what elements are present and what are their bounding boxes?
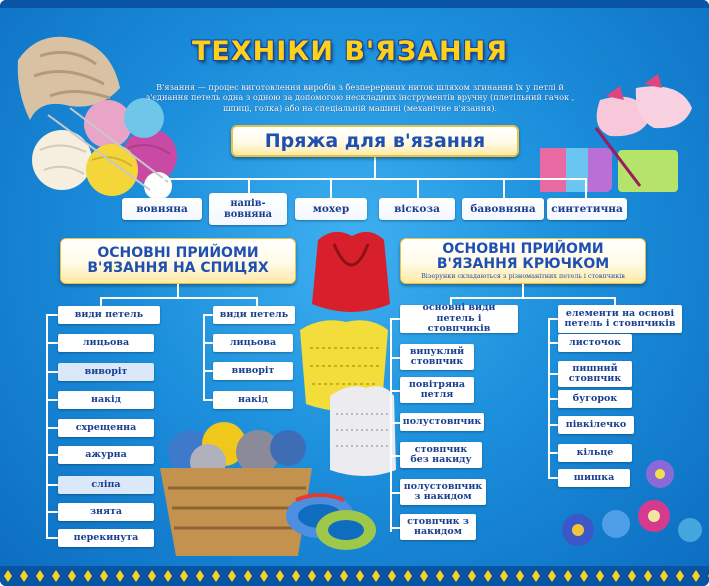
crochet-right-item	[558, 444, 632, 462]
crochet-left-item-label: полустовпчик з накидом	[403, 480, 483, 502]
crochet-left-item	[400, 377, 474, 403]
needle-left-item	[58, 476, 154, 494]
crochet-left-item	[400, 413, 484, 431]
connector	[390, 318, 392, 532]
needle-left-item-label: схрещенна	[75, 421, 137, 433]
crochet-right-item	[558, 361, 632, 387]
crochet-left-title-label: основні види петель і стовпчиків	[422, 302, 496, 335]
yarn-type-label: синтетична	[551, 202, 623, 215]
crochet-left-item-label: стовпчик без накиду	[410, 443, 472, 465]
needle-left-item	[58, 446, 154, 464]
needle-right-title-label: види петель	[219, 308, 289, 320]
needle-right-item	[213, 362, 293, 380]
crochet-header-line1: ОСНОВНІ ПРИЙОМИ	[442, 240, 604, 257]
ornament-icon	[0, 566, 709, 586]
crochet-right-item	[558, 469, 630, 487]
connector	[417, 178, 419, 200]
crochet-left-item	[400, 514, 476, 540]
yarn-balls-image	[32, 98, 177, 200]
yarn-type-chip	[462, 198, 544, 220]
needle-right-title	[213, 306, 295, 324]
yarn-header: Пряжа для в'язання	[231, 125, 519, 157]
crochet-right-title-label: елементи на основі петель і стовпчиків	[564, 307, 676, 329]
crochet-right-item	[558, 390, 632, 408]
crochet-header-line2: В'ЯЗАННЯ КРЮЧКОМ	[436, 255, 610, 272]
poster-title: ТЕХНІКИ В'ЯЗАННЯ	[191, 36, 509, 67]
needle-left-item	[58, 419, 154, 437]
crochet-right-item	[558, 416, 634, 434]
needle-left-item	[58, 363, 154, 381]
crochet-right-title	[558, 305, 682, 333]
yarn-type-chip	[295, 198, 367, 220]
needle-right-item-label: лицьова	[229, 336, 277, 348]
connector	[330, 178, 332, 200]
bottom-border	[0, 566, 709, 586]
crochet-left-item-label: повітряна петля	[408, 378, 466, 400]
yarn-type-label: мохер	[312, 202, 350, 215]
needle-left-item-label: виворіт	[84, 365, 128, 377]
white-top-image	[330, 386, 396, 476]
crochet-right-item-label: кільце	[576, 446, 614, 458]
needle-left-title	[58, 306, 160, 324]
needle-right-item-label: накід	[238, 393, 268, 405]
crochet-right-item-label: півкілечко	[565, 418, 627, 430]
yarn-type-label: вовняна	[136, 202, 188, 215]
crochet-left-item-label: полустовпчик	[402, 415, 482, 427]
crochet-hook-image	[540, 128, 678, 192]
crochet-subtitle: Візерунки складаються з різноманітних петель і стовпчиків	[421, 271, 625, 280]
connector	[450, 297, 616, 299]
yarn-type-chip	[209, 193, 287, 225]
needle-left-title-label: види петель	[74, 308, 144, 320]
needle-left-item	[58, 503, 154, 521]
needle-left-item-label: ажурна	[85, 448, 127, 460]
crochet-left-item	[400, 344, 474, 370]
crochet-header	[400, 238, 646, 284]
red-vest-image	[312, 232, 390, 312]
yarn-type-label: віскоза	[394, 202, 440, 215]
connector	[177, 284, 179, 298]
crochet-right-item	[558, 334, 632, 352]
needle-right-item	[213, 391, 293, 409]
connector	[522, 284, 524, 298]
connector	[162, 178, 586, 180]
crochet-right-item-label: листочок	[569, 336, 621, 348]
connector	[46, 314, 48, 538]
needle-left-item-label: сліпа	[91, 478, 121, 490]
crochet-right-item-label: бугорок	[572, 392, 618, 404]
needle-left-item	[58, 529, 154, 547]
crochet-left-item-label: стовпчик з накидом	[407, 515, 469, 537]
needle-right-item	[213, 334, 293, 352]
intro-text: В'язання — процес виготовлення виробів з безперервних ниток шляхом згинання їх у петлі й з'єднання петель одна з одною за допомогою нескладних інструментів вручну (плетільний гачок , шпиці, голка) або на спеціальній машині (механічне в'язання).	[145, 82, 575, 113]
needle-knitting-header	[60, 238, 296, 284]
connector	[374, 157, 376, 179]
crochet-right-item-label: шишка	[573, 471, 615, 483]
yarn-type-chip	[122, 198, 202, 220]
connector	[503, 178, 505, 200]
connector	[585, 178, 587, 200]
needle-left-item	[58, 391, 154, 409]
yarn-type-label: напів-вовняна	[223, 198, 273, 220]
connector	[162, 178, 164, 200]
crochet-left-item	[400, 479, 486, 505]
needle-left-item	[58, 334, 154, 352]
yarn-type-chip	[547, 198, 627, 220]
yarn-basket-image	[160, 422, 312, 556]
baby-booties-image	[597, 74, 692, 136]
connector	[100, 297, 258, 299]
needle-left-item-label: лицьова	[82, 336, 130, 348]
crochet-left-item-label: випуклий стовпчик	[409, 345, 465, 367]
crochet-left-title	[400, 302, 518, 335]
crochet-right-item-label: пишний стовпчик	[568, 362, 622, 384]
crochet-left-item	[400, 442, 482, 468]
connector	[203, 314, 205, 400]
yarn-type-label: бавовняна	[470, 202, 536, 215]
needle-right-item-label: виворіт	[231, 364, 275, 376]
needle-left-item-label: накід	[91, 393, 121, 405]
needle-header-line1: ОСНОВНІ ПРИЙОМИ	[97, 245, 259, 261]
needle-header-line2: В'ЯЗАННЯ НА СПИЦЯХ	[87, 260, 269, 276]
yarn-type-chip	[379, 198, 455, 220]
needle-left-item-label: перекинута	[73, 531, 139, 543]
needle-left-item-label: знята	[89, 505, 123, 517]
